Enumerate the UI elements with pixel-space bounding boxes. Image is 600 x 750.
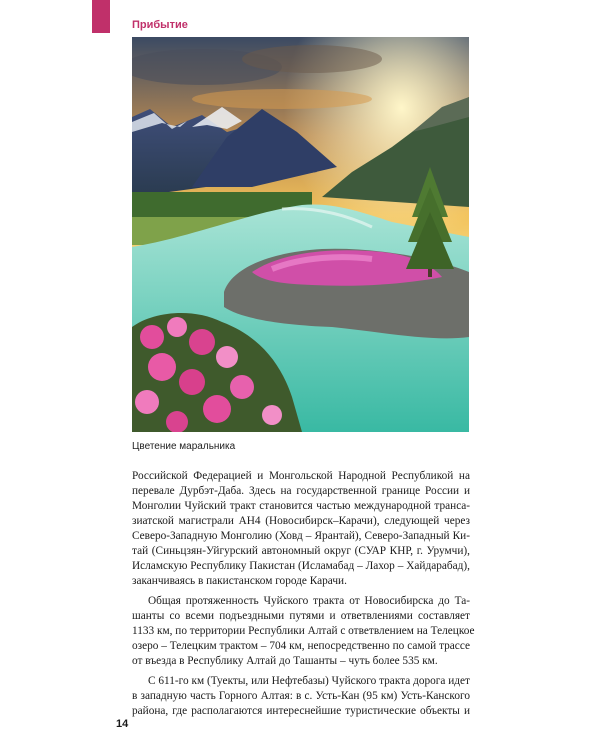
text-line: Монголии Чуйский тракт становится частью международной трансa- <box>132 500 470 512</box>
text-line: Северо-Западную Монголию (Ховд – Ярантай), Северо-Западный Ки- <box>132 530 470 542</box>
text-line: тай (Синьцзян-Уйгурский автономный округ (СУАР КНР, г. Урумчи), <box>132 545 470 557</box>
text-line: озеро – Телецким трактом – 704 км, непосредственно по самой трассе <box>132 640 470 652</box>
chapter-color-tab <box>92 0 110 33</box>
section-title: Прибытие <box>132 19 188 31</box>
text-line: Исламскую Республику Пакистан (Исламабад – Лахор – Хайдарабад), <box>132 560 470 572</box>
text-line: района, где располагаются интереснейшие туристические объекты и <box>132 705 470 717</box>
landscape-photo <box>132 37 469 432</box>
text-line: шанты со всеми подъездными путями и ответвлениями составляет <box>132 610 470 622</box>
text-line: зиатской магистрали АН4 (Новосибирск–Карачи), следующей через <box>132 515 470 527</box>
page-number: 14 <box>116 718 129 730</box>
text-line: Общая протяженность Чуйского тракта от Новосибирска до Та- <box>148 595 470 607</box>
text-line: Российской Федерацией и Монгольской Народной Республикой на <box>132 470 470 482</box>
figure-caption: Цветение маральника <box>132 441 236 452</box>
text-line: заканчиваясь в пакистанском городе Карачи. <box>132 575 347 587</box>
text-line: от въезда в Республику Алтай до Ташанты – чуть более 535 км. <box>132 655 438 667</box>
text-line: в западную часть Горного Алтая: в с. Усть-Кан (95 км) Усть-Канского <box>132 690 470 702</box>
body-text <box>132 469 475 719</box>
text-line: С 611-го км (Туекты, или Нефтебазы) Чуйского тракта дорога идет <box>148 675 470 687</box>
text-line: 1133 км, по территории Республики Алтай с ответвлением на Телецкое <box>132 625 475 637</box>
text-line: перевале Дурбэт-Даба. Здесь на государственной границе России и <box>132 485 470 497</box>
